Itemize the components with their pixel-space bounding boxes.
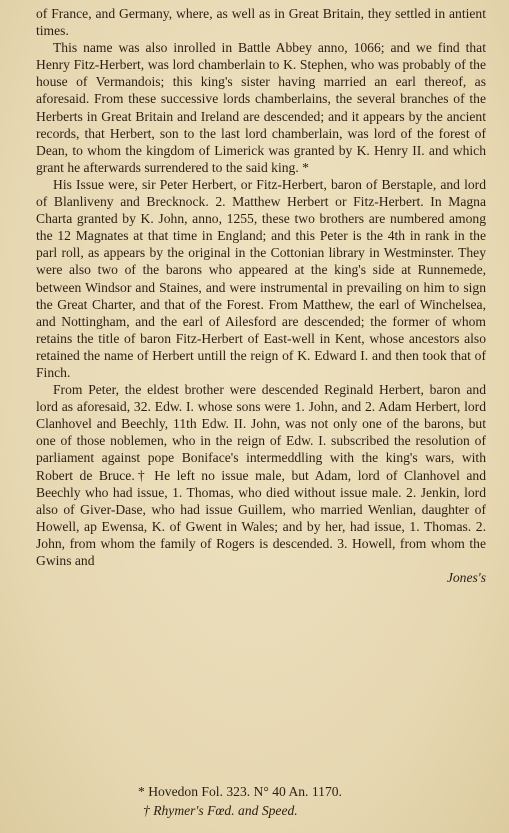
paragraph-continuation: of France, and Germany, where, as well as in Great Britain, they settled in antient times. xyxy=(36,6,486,39)
footnotes xyxy=(0,782,509,820)
paragraph-lord-chamberlains: This name was also inrolled in Battle Abbey anno, 1066; and we find that Henry Fitz-Herbert, was lord chamberlain to K. Stephen, who was probably of the house of Vermandois; this king's sister having married an earl thereof, as aforesaid. From these successive lords chamberlains, the several branches of the Herberts in Great Britain and Ireland are descended; and it appears by the ancient records, that Herbert, son to the last lord chamberlain, was lord of the forest of Dean, to whom the kingdom of Limerick was granted by K. Henry II. and which grant he afterwards surrendered to the said king. * xyxy=(36,40,486,175)
paragraph-issue-peter-matthew: His Issue were, sir Peter Herbert, or Fitz-Herbert, baron of Berstaple, and lord of Blanliveny and Brecknock. 2. Matthew Herbert or Fitz-Herbert. In Magna Charta granted by K. John, anno, 1255, these two brothers are numbered among the 12 Magnates at that time in England; and this Peter is the 4th in rank in the parl roll, as appears by the original in the Cottonian library in Westminster. They were also two of the barons who appeared at the king's side at Runnemede, between Windsor and Staines, and were instrumental in prevailing on him to sign the Great Charter, and that of the Forest. From Matthew, the earl of Winchelsea, and Nottingham, and the earl of Ailesford are descended; the former of whom retains the title of baron Fitz-Herbert of East-well in Kent, whose ancestors also retained the name of Herbert untill the reign of K. Edward I. and then took that of Finch. xyxy=(36,176,486,380)
paragraph-descendants-of-peter: From Peter, the eldest brother were descended Reginald Herbert, baron and lord as aforesaid, 32. Edw. I. whose sons were 1. John, and 2. Adam Herbert, lord Clanhovel and Beechly, 11th Edw. II. John, was not only one of the barons, but one of those noblemen, who in the reign of Edw. I. subscribed the resolution of parliament against pope Boniface's intermeddling with the king's wars, with Robert de Bruce.† He left no issue male, but Adam, lord of Clanhovel and Beechly who had issue, 1. Thomas, who died without issue male. 2. Jenkin, lord also of Giver-Dase, who had issue Guillem, who married Wenlian, daughter of Howell, ap Ewensa, K. of Gwent in Wales; and by her, had issue, 1. Thomas. 2. John, from whom the family of Rogers is descended. 3. Howell, from whom the Gwins and xyxy=(36,382,486,568)
main-text xyxy=(36,5,486,586)
footnote-hovedon: * Hovedon Fol. 323. N° 40 An. 1170. xyxy=(138,784,342,799)
footnote-rhymer: † Rhymer's Fœd. and Speed. xyxy=(143,803,298,818)
catchword: Jones's xyxy=(446,570,486,586)
